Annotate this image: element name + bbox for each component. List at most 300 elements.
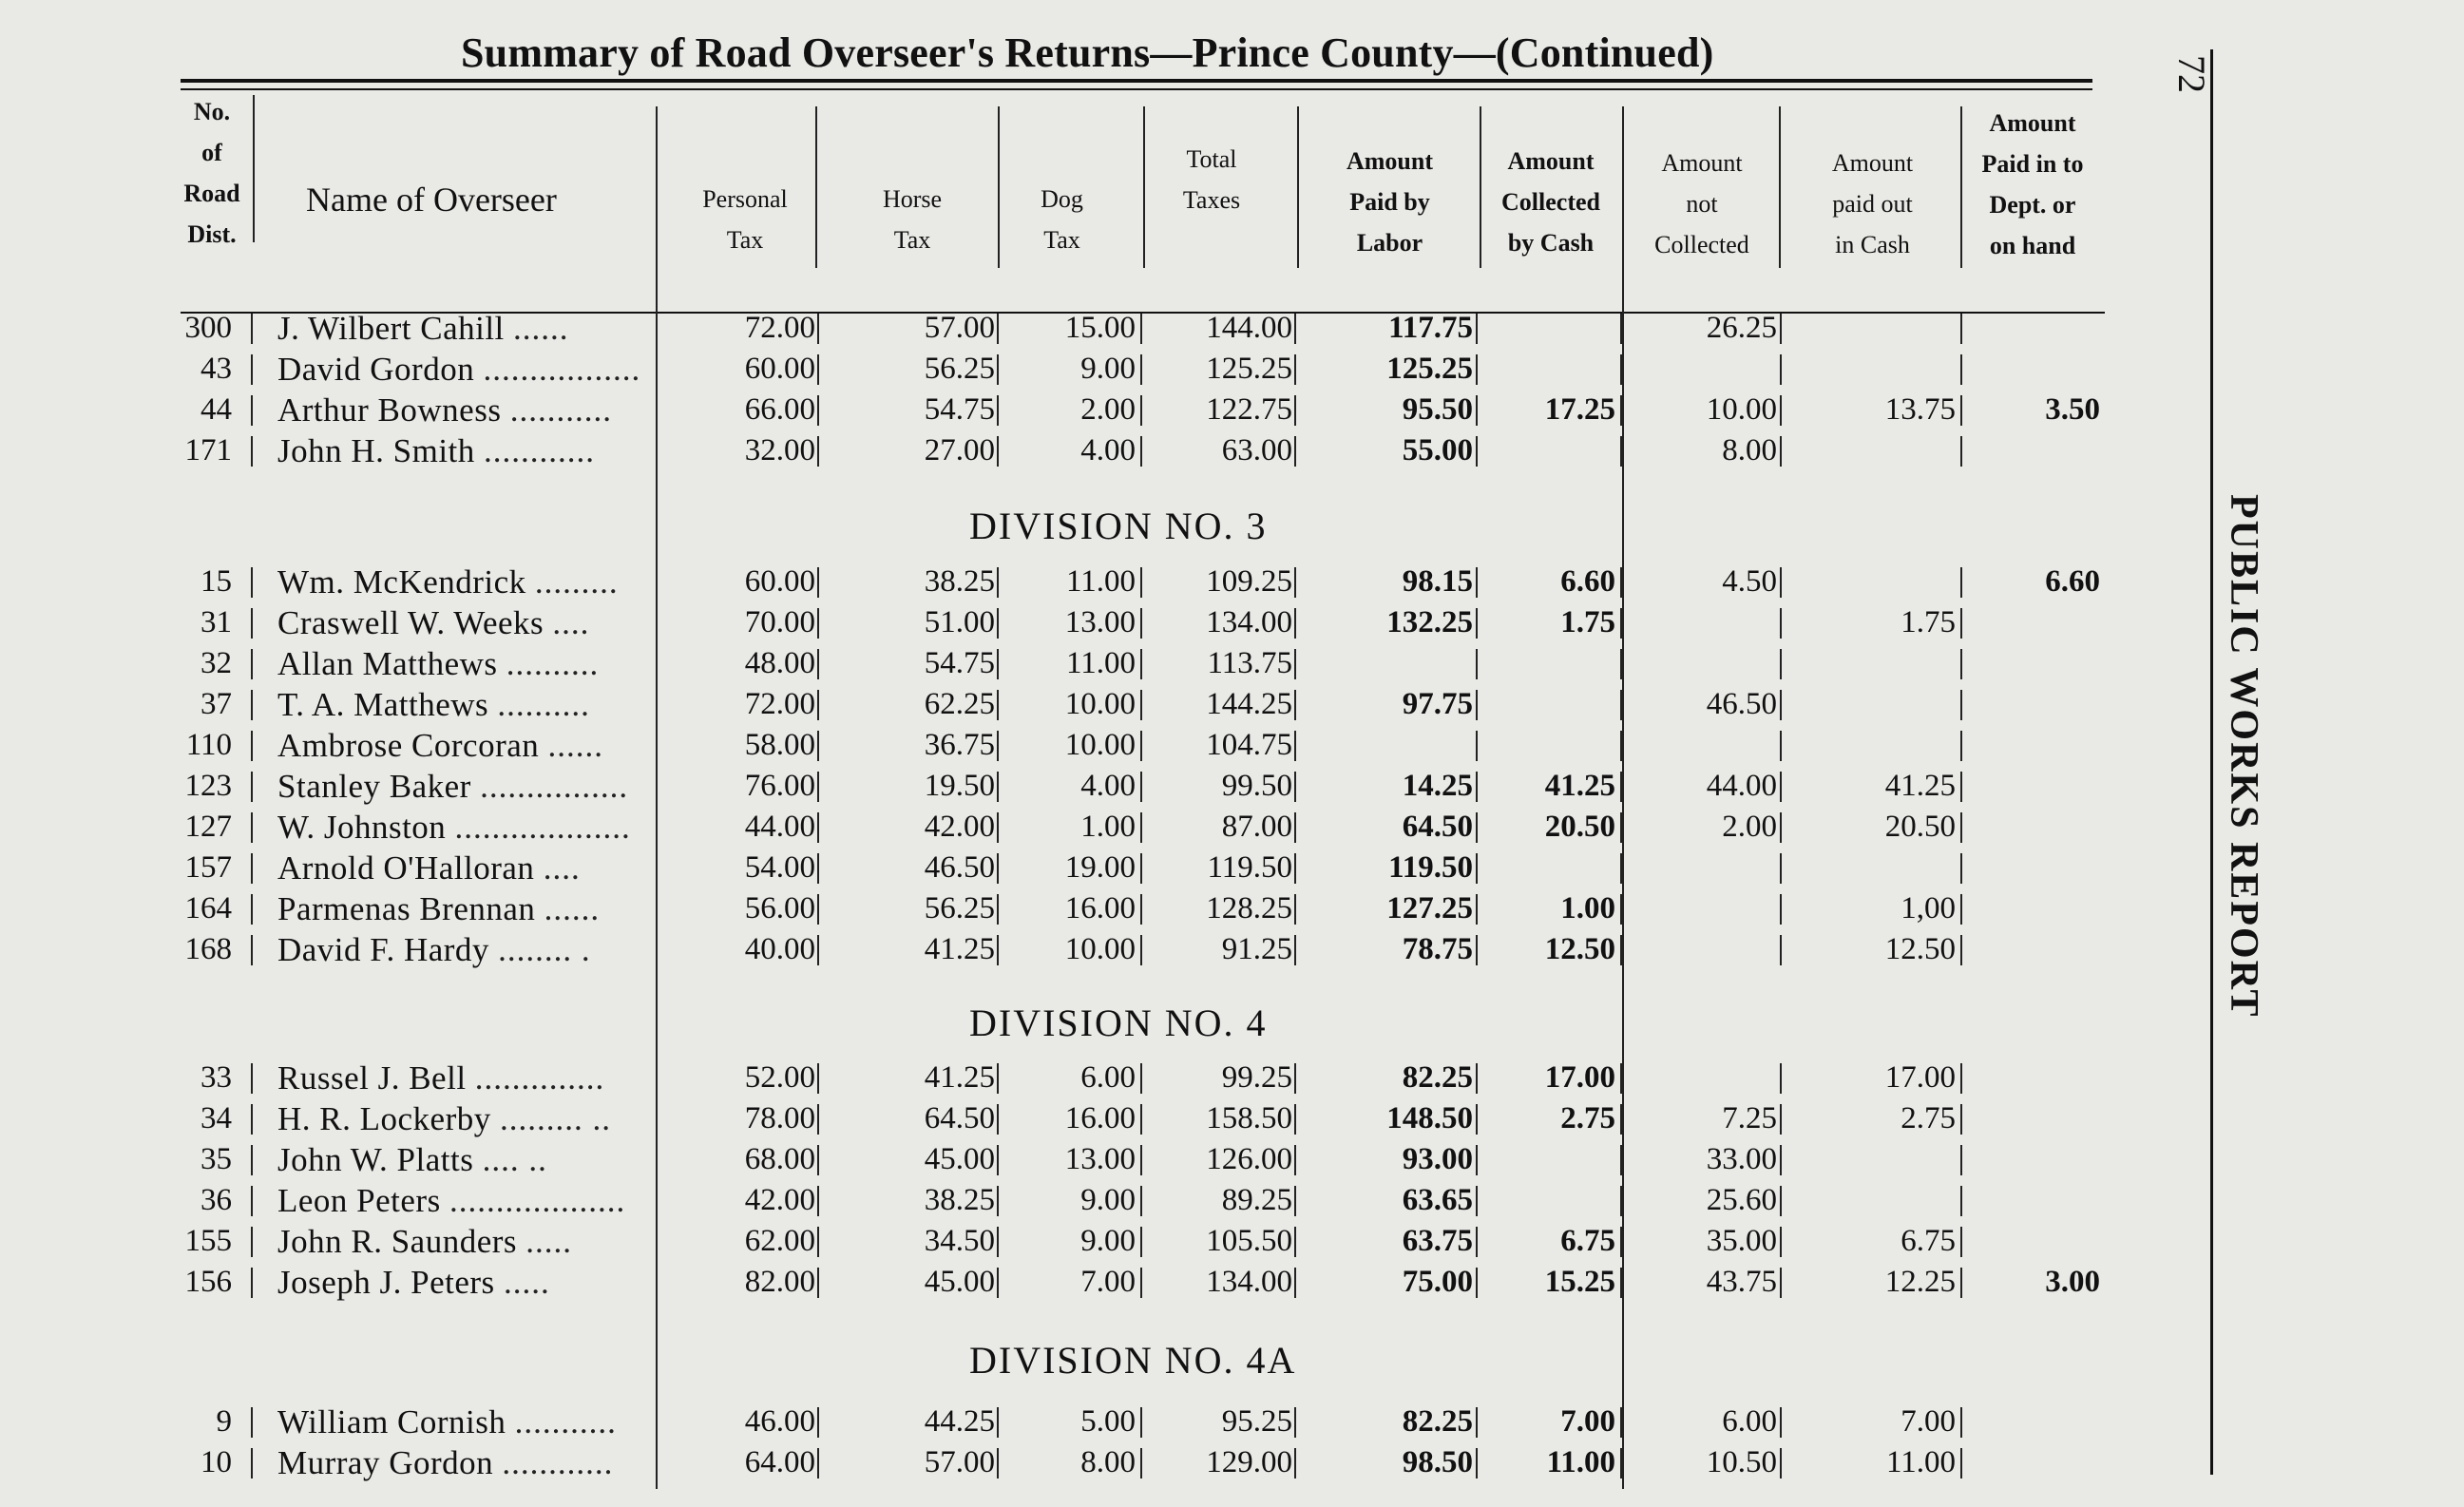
- value-labor: 14.25: [1402, 769, 1473, 803]
- cell-separator: [817, 1407, 819, 1438]
- cell-separator: [1960, 1186, 1962, 1216]
- overseer-name: [277, 888, 658, 929]
- value-labor: 132.25: [1386, 605, 1473, 639]
- value-total: 125.25: [1206, 352, 1292, 386]
- header-line: in Cash: [1835, 231, 1910, 258]
- table-row: [0, 1262, 2110, 1303]
- dist-name-separator: [251, 354, 253, 385]
- value-dog: 13.00: [1064, 605, 1136, 639]
- dist-name-separator: [251, 314, 253, 344]
- table-row: [0, 1139, 2110, 1180]
- leader-dots: ..........: [506, 645, 600, 682]
- table-row: [0, 1180, 2110, 1221]
- value-horse: 54.75: [924, 646, 995, 680]
- value-labor: 63.65: [1402, 1183, 1473, 1217]
- value-collected: 1.75: [1560, 605, 1615, 639]
- value-total: 134.00: [1206, 605, 1292, 639]
- value-not-collected: 10.50: [1706, 1445, 1777, 1479]
- header-line: Paid by: [1349, 188, 1430, 216]
- header-line: on hand: [1989, 232, 2076, 259]
- value-dept: 6.60: [2045, 564, 2100, 599]
- cell-separator: [1476, 853, 1478, 884]
- overseer-name-text: Leon Peters: [277, 1182, 449, 1219]
- header-paid-by-labor: [1302, 141, 1478, 263]
- cell-separator: [817, 1227, 819, 1257]
- overseer-name: [277, 848, 658, 888]
- road-district-number: 127: [184, 810, 232, 844]
- cell-separator: [1960, 1104, 1962, 1135]
- value-horse: 56.25: [924, 891, 995, 925]
- value-not-collected: 4.50: [1722, 564, 1777, 599]
- leader-dots: ...........: [514, 1403, 617, 1440]
- leader-dots: ..........: [497, 686, 590, 723]
- value-personal: 56.00: [744, 891, 815, 925]
- cell-separator: [1294, 1063, 1296, 1094]
- value-total: 87.00: [1221, 810, 1292, 844]
- table-row: [0, 684, 2110, 725]
- table-row: [0, 349, 2110, 390]
- road-district-number: 33: [201, 1060, 232, 1095]
- overseer-name: [277, 1442, 658, 1483]
- value-personal: 44.00: [744, 810, 815, 844]
- value-labor: 82.25: [1402, 1404, 1473, 1439]
- value-labor: 117.75: [1388, 311, 1473, 345]
- division-heading: DIVISION NO. 4A: [969, 1339, 1297, 1382]
- cell-separator: [1780, 649, 1782, 679]
- value-not-collected: 7.25: [1722, 1101, 1777, 1135]
- value-dog: 9.00: [1080, 1183, 1136, 1217]
- cell-separator: [1780, 436, 1782, 467]
- value-labor: 125.25: [1386, 352, 1473, 386]
- cell-separator: [1620, 649, 1622, 679]
- road-district-number: 157: [184, 850, 232, 885]
- value-horse: 57.00: [924, 311, 995, 345]
- value-total: 113.75: [1207, 646, 1292, 680]
- cell-separator: [1620, 853, 1622, 884]
- road-district-number: 37: [201, 687, 232, 721]
- overseer-name-text: W. Johnston: [277, 809, 455, 846]
- header-paid-out-cash: [1785, 143, 1960, 265]
- value-total: 109.25: [1206, 564, 1292, 599]
- value-dog: 10.00: [1064, 932, 1136, 966]
- value-dog: 10.00: [1064, 728, 1136, 762]
- dist-name-separator: [251, 772, 253, 802]
- value-horse: 34.50: [924, 1224, 995, 1258]
- value-horse: 62.25: [924, 687, 995, 721]
- header-collected-by-cash: [1480, 141, 1621, 263]
- overseer-name: [277, 643, 658, 684]
- header-line: Collected: [1654, 231, 1749, 258]
- value-labor: 98.50: [1402, 1445, 1473, 1479]
- overseer-name: [277, 430, 658, 471]
- cell-separator: [1476, 314, 1478, 344]
- dist-name-separator: [251, 608, 253, 639]
- dist-name-separator: [251, 1227, 253, 1257]
- leader-dots: ......: [513, 310, 569, 347]
- leader-dots: ...........: [509, 391, 612, 429]
- cell-separator: [1960, 1227, 1962, 1257]
- road-district-number: 155: [184, 1224, 232, 1258]
- value-not-collected: 2.00: [1722, 810, 1777, 844]
- value-labor: 98.15: [1402, 564, 1473, 599]
- cell-separator: [1294, 395, 1296, 426]
- cell-separator: [1294, 812, 1296, 843]
- cell-separator: [1294, 772, 1296, 802]
- value-labor: 64.50: [1402, 810, 1473, 844]
- value-personal: 70.00: [744, 605, 815, 639]
- value-dog: 13.00: [1064, 1142, 1136, 1176]
- value-collected: 15.25: [1544, 1265, 1615, 1299]
- value-horse: 42.00: [924, 810, 995, 844]
- page-right-border: [2210, 49, 2213, 1475]
- value-personal: 72.00: [744, 311, 815, 345]
- header-dist-line: No.: [193, 98, 231, 125]
- cell-separator: [1960, 935, 1962, 965]
- overseer-name-text: Arthur Bowness: [277, 391, 510, 429]
- value-labor: 55.00: [1402, 433, 1473, 467]
- header-not-collected: [1627, 143, 1777, 265]
- cell-separator: [1960, 1063, 1962, 1094]
- value-personal: 68.00: [744, 1142, 815, 1176]
- value-labor: 78.75: [1402, 932, 1473, 966]
- cell-separator: [1294, 1145, 1296, 1175]
- value-horse: 45.00: [924, 1265, 995, 1299]
- value-collected: 11.00: [1546, 1445, 1615, 1479]
- overseer-name: [277, 1058, 658, 1098]
- overseer-name: [277, 562, 658, 602]
- overseer-name-text: John H. Smith: [277, 432, 485, 469]
- cell-separator: [1780, 1407, 1782, 1438]
- cell-separator: [1780, 608, 1782, 639]
- value-total: 99.50: [1221, 769, 1292, 803]
- value-horse: 38.25: [924, 564, 995, 599]
- value-not-collected: 8.00: [1722, 433, 1777, 467]
- cell-separator: [817, 395, 819, 426]
- dist-name-separator: [251, 1268, 253, 1298]
- value-total: 144.25: [1206, 687, 1292, 721]
- cell-separator: [1960, 894, 1962, 925]
- header-paid-to-dept: [1961, 103, 2104, 266]
- value-collected: 1.00: [1560, 891, 1615, 925]
- road-district-number: 110: [185, 728, 232, 762]
- header-line: Amount: [1346, 147, 1433, 175]
- cell-separator: [1960, 690, 1962, 720]
- cell-separator: [1294, 935, 1296, 965]
- cell-separator: [817, 772, 819, 802]
- cell-separator: [1960, 1145, 1962, 1175]
- header-dist-line: Road: [183, 180, 240, 207]
- value-labor: 127.25: [1386, 891, 1473, 925]
- col-sep-dist: [253, 95, 255, 242]
- cell-separator: [1294, 354, 1296, 385]
- value-horse: 46.50: [924, 850, 995, 885]
- cell-separator: [817, 608, 819, 639]
- cell-separator: [1294, 1227, 1296, 1257]
- value-collected: 20.50: [1544, 810, 1615, 844]
- cell-separator: [817, 1448, 819, 1478]
- cell-separator: [1294, 1104, 1296, 1135]
- table-row: [0, 1098, 2110, 1139]
- value-horse: 56.25: [924, 352, 995, 386]
- cell-separator: [1960, 314, 1962, 344]
- header-line: Amount: [1831, 149, 1914, 177]
- value-dog: 6.00: [1080, 1060, 1136, 1095]
- value-not-collected: 10.00: [1706, 392, 1777, 427]
- overseer-name: [277, 1262, 658, 1303]
- value-dog: 9.00: [1080, 352, 1136, 386]
- division-heading: DIVISION NO. 3: [969, 505, 1268, 547]
- value-total: 126.00: [1206, 1142, 1292, 1176]
- overseer-name: [277, 602, 658, 643]
- value-not-collected: 33.00: [1706, 1142, 1777, 1176]
- cell-separator: [1780, 812, 1782, 843]
- value-personal: 82.00: [744, 1265, 815, 1299]
- overseer-name: [277, 1098, 658, 1139]
- value-dog: 7.00: [1080, 1265, 1136, 1299]
- value-dog: 19.00: [1064, 850, 1136, 885]
- value-personal: 40.00: [744, 932, 815, 966]
- value-personal: 60.00: [744, 564, 815, 599]
- value-total: 128.25: [1206, 891, 1292, 925]
- value-collected: 6.75: [1560, 1224, 1615, 1258]
- header-line: Labor: [1356, 229, 1423, 257]
- value-total: 91.25: [1221, 932, 1292, 966]
- value-dog: 1.00: [1080, 810, 1136, 844]
- value-dog: 8.00: [1080, 1445, 1136, 1479]
- cell-separator: [817, 935, 819, 965]
- overseer-name-text: Craswell W. Weeks: [277, 604, 553, 641]
- overseer-name-text: Wm. McKendrick: [277, 563, 535, 601]
- cell-separator: [1960, 1407, 1962, 1438]
- cell-separator: [1960, 772, 1962, 802]
- value-not-collected: 25.60: [1706, 1183, 1777, 1217]
- value-personal: 32.00: [744, 433, 815, 467]
- road-district-number: 35: [201, 1142, 232, 1176]
- value-labor: 97.75: [1402, 687, 1473, 721]
- cell-separator: [1294, 1268, 1296, 1298]
- value-personal: 48.00: [744, 646, 815, 680]
- leader-dots: ......... ..: [499, 1100, 611, 1137]
- cell-separator: [817, 314, 819, 344]
- value-paid-out: 20.50: [1884, 810, 1956, 844]
- value-collected: 6.60: [1560, 564, 1615, 599]
- cell-separator: [1294, 608, 1296, 639]
- header-line: paid out: [1832, 190, 1913, 218]
- value-personal: 46.00: [744, 1404, 815, 1439]
- cell-separator: [1476, 649, 1478, 679]
- value-horse: 19.50: [924, 769, 995, 803]
- value-paid-out: 6.75: [1901, 1224, 1956, 1258]
- leader-dots: ............: [484, 432, 596, 469]
- cell-separator: [1780, 1063, 1782, 1094]
- cell-separator: [817, 1145, 819, 1175]
- value-horse: 41.25: [924, 932, 995, 966]
- leader-dots: ............: [502, 1444, 614, 1481]
- overseer-name: [277, 766, 658, 807]
- header-horse-tax: [827, 179, 998, 260]
- cell-separator: [1476, 690, 1478, 720]
- value-labor: 95.50: [1402, 392, 1473, 427]
- value-personal: 72.00: [744, 687, 815, 721]
- value-personal: 64.00: [744, 1445, 815, 1479]
- value-total: 104.75: [1206, 728, 1292, 762]
- value-paid-out: 13.75: [1884, 392, 1956, 427]
- cell-separator: [817, 436, 819, 467]
- cell-separator: [1780, 354, 1782, 385]
- dist-name-separator: [251, 1104, 253, 1135]
- road-district-number: 123: [184, 769, 232, 803]
- cell-separator: [817, 1186, 819, 1216]
- top-rule-thick: [181, 79, 2092, 83]
- overseer-name: [277, 349, 658, 390]
- road-district-number: 156: [184, 1265, 232, 1299]
- leader-dots: ....: [543, 849, 581, 887]
- cell-separator: [1476, 731, 1478, 761]
- table-row: [0, 888, 2110, 929]
- value-dept: 3.50: [2045, 392, 2100, 427]
- value-paid-out: 11.00: [1885, 1445, 1956, 1479]
- table-row: [0, 848, 2110, 888]
- value-horse: 36.75: [924, 728, 995, 762]
- cell-separator: [1780, 1448, 1782, 1478]
- value-collected: 12.50: [1544, 932, 1615, 966]
- leader-dots: ........ .: [498, 931, 591, 968]
- value-paid-out: 1.75: [1901, 605, 1956, 639]
- leader-dots: ......: [544, 890, 601, 927]
- table-row: [0, 725, 2110, 766]
- road-district-number: 43: [201, 352, 232, 386]
- value-horse: 51.00: [924, 605, 995, 639]
- header-line: Amount: [1661, 149, 1743, 177]
- value-horse: 64.50: [924, 1101, 995, 1135]
- overseer-name: [277, 308, 658, 349]
- cell-separator: [1960, 436, 1962, 467]
- leader-dots: .........: [534, 563, 619, 601]
- value-collected: 41.25: [1544, 769, 1615, 803]
- value-horse: 41.25: [924, 1060, 995, 1095]
- value-paid-out: 1,00: [1901, 891, 1956, 925]
- leader-dots: ...................: [449, 1182, 626, 1219]
- value-paid-out: 7.00: [1901, 1404, 1956, 1439]
- dist-name-separator: [251, 894, 253, 925]
- dist-name-separator: [251, 1063, 253, 1094]
- cell-separator: [1476, 1145, 1478, 1175]
- table-row: [0, 1402, 2110, 1442]
- overseer-name-text: David F. Hardy: [277, 931, 499, 968]
- overseer-name-text: J. Wilbert Cahill: [277, 310, 514, 347]
- value-total: 105.50: [1206, 1224, 1292, 1258]
- cell-separator: [817, 1063, 819, 1094]
- value-total: 95.25: [1221, 1404, 1292, 1439]
- overseer-name-text: David Gordon: [277, 351, 484, 388]
- cell-separator: [1960, 1448, 1962, 1478]
- cell-separator: [1294, 690, 1296, 720]
- table-row: [0, 390, 2110, 430]
- overseer-name: [277, 929, 658, 970]
- header-line: Horse: [882, 185, 943, 213]
- overseer-name-text: Murray Gordon: [277, 1444, 503, 1481]
- leader-dots: ................: [480, 768, 629, 805]
- cell-separator: [817, 853, 819, 884]
- col-sep-total: [1297, 106, 1299, 268]
- cell-separator: [1294, 894, 1296, 925]
- value-horse: 45.00: [924, 1142, 995, 1176]
- road-district-number: 9: [216, 1404, 232, 1439]
- table-row: [0, 929, 2110, 970]
- value-dog: 9.00: [1080, 1224, 1136, 1258]
- cell-separator: [1620, 731, 1622, 761]
- overseer-name-text: Joseph J. Peters: [277, 1264, 504, 1301]
- cell-separator: [1620, 608, 1622, 639]
- table-row: [0, 308, 2110, 349]
- header-line: Amount: [1989, 109, 2076, 137]
- overseer-name: [277, 684, 658, 725]
- value-total: 122.75: [1206, 392, 1292, 427]
- header-dist-line: of: [201, 139, 222, 166]
- overseer-name: [277, 725, 658, 766]
- header-dist: [173, 91, 251, 255]
- value-personal: 52.00: [744, 1060, 815, 1095]
- road-district-number: 44: [201, 392, 232, 427]
- cell-separator: [817, 731, 819, 761]
- dist-name-separator: [251, 436, 253, 467]
- value-horse: 44.25: [924, 1404, 995, 1439]
- dist-name-separator: [251, 812, 253, 843]
- header-total-taxes: [1131, 139, 1292, 220]
- header-personal-tax: [665, 179, 825, 260]
- table-row: [0, 807, 2110, 848]
- value-horse: 54.75: [924, 392, 995, 427]
- overseer-name: [277, 807, 658, 848]
- dist-name-separator: [251, 395, 253, 426]
- value-labor: 63.75: [1402, 1224, 1473, 1258]
- cell-separator: [1620, 354, 1622, 385]
- value-not-collected: 44.00: [1706, 769, 1777, 803]
- overseer-name: [277, 390, 658, 430]
- header-line: Dog: [1041, 185, 1083, 213]
- table-row: [0, 1442, 2110, 1483]
- road-district-number: 164: [184, 891, 232, 925]
- leader-dots: .................: [483, 351, 641, 388]
- value-dog: 15.00: [1064, 311, 1136, 345]
- header-line: not: [1686, 190, 1718, 218]
- table-row: [0, 602, 2110, 643]
- value-total: 129.00: [1206, 1445, 1292, 1479]
- cell-separator: [817, 690, 819, 720]
- value-collected: 2.75: [1560, 1101, 1615, 1135]
- value-total: 158.50: [1206, 1101, 1292, 1135]
- cell-separator: [1294, 731, 1296, 761]
- value-paid-out: 17.00: [1884, 1060, 1956, 1095]
- cell-separator: [1780, 935, 1782, 965]
- header-line: Tax: [1043, 226, 1080, 254]
- cell-separator: [1294, 314, 1296, 344]
- dist-name-separator: [251, 690, 253, 720]
- road-district-number: 32: [201, 646, 232, 680]
- value-personal: 76.00: [744, 769, 815, 803]
- road-district-number: 300: [184, 311, 232, 345]
- cell-separator: [1960, 608, 1962, 639]
- cell-separator: [1780, 1104, 1782, 1135]
- cell-separator: [1960, 853, 1962, 884]
- dist-name-separator: [251, 567, 253, 598]
- page-number: 72: [2170, 55, 2213, 93]
- value-dog: 16.00: [1064, 891, 1136, 925]
- value-personal: 54.00: [744, 850, 815, 885]
- dist-name-separator: [251, 1186, 253, 1216]
- cell-separator: [1780, 690, 1782, 720]
- overseer-name-text: Parmenas Brennan: [277, 890, 544, 927]
